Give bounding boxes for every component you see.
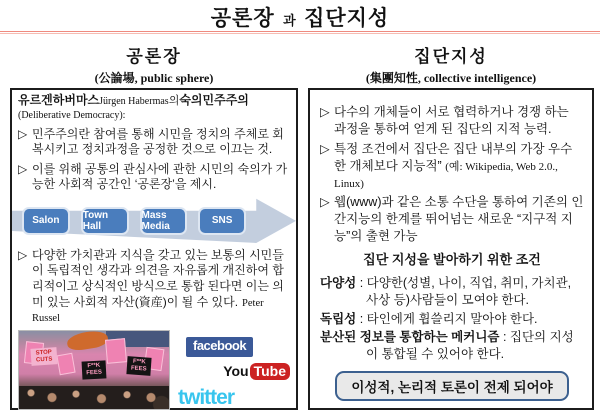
bullet-triangle-icon: ▷ xyxy=(320,195,330,210)
page-title xyxy=(0,2,600,32)
right-bullet-3 xyxy=(320,194,584,245)
condition-diversity-term: 다양성 xyxy=(320,276,357,290)
stage-box-town-hall: Town Hall xyxy=(81,207,129,235)
title-particle: 과 xyxy=(283,13,296,28)
conditions-title: 집단 지성을 발아하기 위한 조건 xyxy=(363,252,541,267)
photo-pink-sign xyxy=(56,353,75,375)
youtube-logo xyxy=(223,363,290,379)
habermas-particle: 의 xyxy=(168,95,180,107)
photo-fees-sign: F**K FEES xyxy=(126,357,151,376)
right-bullet-3-text: 웹(www)과 같은 소통 수단을 통하여 기존의 인간지능의 한계를 뛰어넘는 새로운 “지구적 지능”의 출현 가능 xyxy=(334,195,584,244)
photo-stop-cuts-sign: STOP CUTS xyxy=(30,347,57,366)
condition-independence xyxy=(320,311,584,328)
habermas-term-ko: 숙의민주주의 xyxy=(179,93,249,107)
left-column-header xyxy=(10,42,298,86)
left-bullet-1-text: 민주주의란 참여를 통해 시민을 정치의 주체로 회복시키고 정치과정을 공정한 것으로 이끄는 것. xyxy=(32,126,284,157)
photo-pink-sign xyxy=(105,338,127,364)
right-header-title: 집단지성 xyxy=(414,47,488,66)
youtube-you-text: You xyxy=(223,362,249,379)
facebook-logo: facebook xyxy=(186,337,253,357)
condition-aggregation-def: : 집단의 지성이 통합될 수 있어야 한다. xyxy=(366,329,574,361)
left-bullet-2 xyxy=(18,162,290,193)
left-header-title: 공론장 xyxy=(126,47,182,66)
attribution-peter-russel: Peter Russel xyxy=(32,297,264,325)
bullet-triangle-icon: ▷ xyxy=(18,161,28,176)
stage-box-sns: SNS xyxy=(198,207,246,235)
twitter-logo: twitter xyxy=(178,385,234,409)
media-row xyxy=(18,330,290,410)
social-logos xyxy=(178,330,290,410)
right-bullet-2 xyxy=(320,141,584,192)
bullet-triangle-icon: ▷ xyxy=(320,105,330,119)
right-bullet-1-text: 다수의 개체들이 서로 협력하거나 경쟁 하는 과정을 통하여 얻게 된 집단의 지적 능력. xyxy=(334,105,569,136)
photo-orange-banner xyxy=(66,330,109,353)
collective-intelligence-panel xyxy=(308,88,594,410)
bullet-triangle-icon: ▷ xyxy=(320,141,330,156)
right-bullet-2-examples: (예: Wikipedia, Web 2.0., Linux) xyxy=(334,160,558,190)
right-bullet-2-main: 특정 조건에서 집단은 집단 내부의 가장 우수한 개체보다 지능적” xyxy=(334,141,573,173)
bullet-triangle-icon: ▷ xyxy=(18,126,28,141)
public-sphere-panel xyxy=(10,88,298,410)
public-sphere-evolution-arrow xyxy=(12,198,296,244)
title-left: 공론장 xyxy=(210,7,275,30)
condition-aggregation xyxy=(320,329,584,364)
premise-callout: 이성적, 논리적 토론이 전제 되어야 xyxy=(335,371,569,401)
habermas-term-en: (Deliberative Democracy): xyxy=(18,109,126,121)
bullet-triangle-icon: ▷ xyxy=(18,247,28,262)
left-bullet-3-body: 다양한 가치관과 지식을 갖고 있는 보통의 시민들이 독립적인 생각과 의견을 자유롭게 개진하여 합리적이고 상식적인 방식으로 통합 된다면 이는 의미 있는 사회적 자산(資産)이 될 수 있다. xyxy=(32,247,284,309)
left-bullet-3-text xyxy=(32,248,290,326)
photo-crowd xyxy=(19,386,169,409)
photo-fees-sign: F**K FEES xyxy=(82,360,107,379)
stage-box-mass-media: Mass Media xyxy=(140,207,188,235)
habermas-name-en: Jürgen Habermas xyxy=(99,96,169,107)
left-bullet-3 xyxy=(18,248,290,326)
protest-photo xyxy=(18,330,170,410)
title-right: 집단지성 xyxy=(304,7,390,30)
right-header-subtitle: (集團知性, collective intelligence) xyxy=(365,71,537,85)
arrow-stage-boxes xyxy=(22,207,246,235)
condition-independence-def: : 타인에게 휩쓸리지 말아야 한다. xyxy=(356,311,538,326)
habermas-line xyxy=(18,93,290,123)
title-underline xyxy=(0,31,600,34)
condition-diversity xyxy=(320,275,584,310)
condition-aggregation-term: 분산된 정보를 통합하는 메커니즘 xyxy=(320,329,500,344)
condition-independence-term: 독립성 xyxy=(320,311,357,326)
right-bullet-2-text xyxy=(334,141,584,192)
habermas-name-ko: 유르겐하버마스 xyxy=(18,93,100,107)
stage-box-salon: Salon xyxy=(22,207,70,235)
condition-diversity-def: : 다양한(성별, 나이, 직업, 취미, 가치관, 사상 등)사람들이 모여야 한다. xyxy=(356,276,572,308)
right-bullet-1 xyxy=(320,104,584,138)
left-header-subtitle: (公論場, public sphere) xyxy=(94,71,214,85)
youtube-tube-badge: Tube xyxy=(250,363,290,380)
left-bullet-1 xyxy=(18,127,290,158)
right-column-header xyxy=(308,42,594,86)
left-bullet-2-text: 이를 위해 공통의 관심사에 관한 시민의 숙의가 가능한 사회적 공간인 ‘공론장’을 제시. xyxy=(32,161,288,192)
